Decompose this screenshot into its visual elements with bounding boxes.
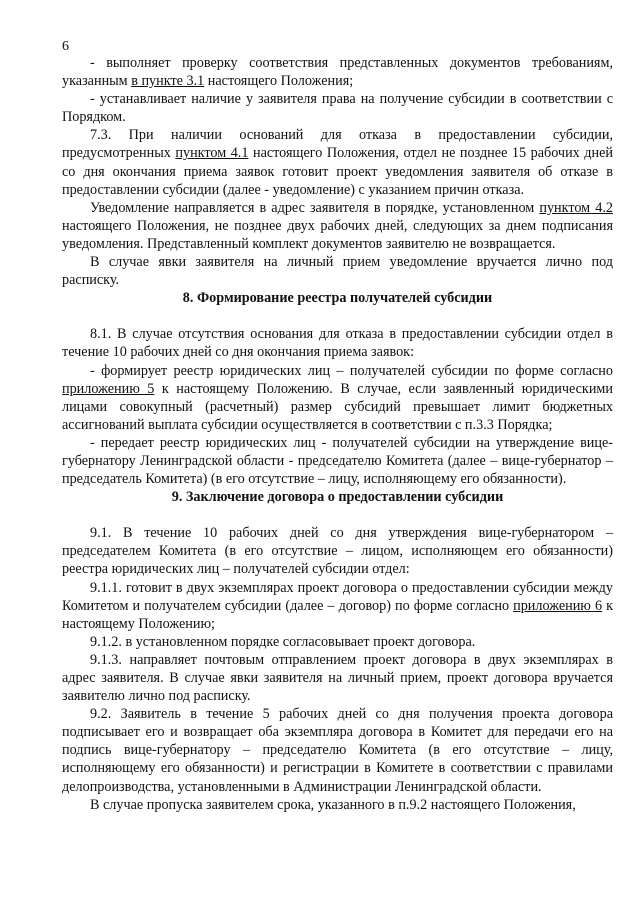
paragraph-text: В случае явки заявителя на личный прием уведомление вручается лично под расписку. [62,254,613,289]
document-body [62,54,613,814]
paragraph [62,579,613,633]
paragraph [62,90,613,126]
paragraph-text: настоящего Положения, не позднее двух рабочих дней, следующих за днем подписания уведомления. Представленный комплект документов заявителю не возвращается. [62,217,613,252]
paragraph-text: 9.2. Заявитель в течение 5 рабочих дней со дня получения проекта договора подписывает его и возвращает оба экземпляра договора в Комитет для передачи его на подпись вице-губернатору – председателю Комитета (в его отсутствие – лицу, исполняющему его обязанности) и регистрации в Комитете в соответствии с правилами делопроизводства, установленными в Администрации Ленинградской области. [62,706,613,795]
section-heading: 9. Заключение договора о предоставлении субсидии [171,489,504,506]
paragraph-text: 8.1. В случае отсутствия основания для отказа в предоставлении субсидии отдел в течение 10 рабочих дней со дня окончания приема заявок: [62,326,613,361]
paragraph-text: 7.3. При наличии оснований для отказа в предоставлении субсидии, предусмотренных [62,127,613,162]
paragraph [62,524,613,578]
section-heading: 8. Формирование реестра получателей субсидии [182,290,493,307]
paragraph-text: 9.1.2. в установленном порядке согласовывает проект договора. [90,633,476,650]
reference-link[interactable]: приложению 5 [62,380,155,397]
paragraph [62,633,613,651]
paragraph-text: к настоящему Положению; [62,597,613,632]
paragraph [62,199,613,253]
paragraph-text: Уведомление направляется в адрес заявителя в порядке, установленном [90,199,540,216]
paragraph-text: - устанавливает наличие у заявителя права на получение субсидии в соответствии с Порядком. [62,91,613,126]
paragraph-text: к настоящему Положению. В случае, если заявленный юридическими лицами совокупный (расчетный) размер субсидий превышает лимит бюджетных ассигнований выплата субсидии осуществляется в соответствии с п.3.3 Порядка; [62,380,613,433]
paragraph [62,362,613,434]
paragraph-text: настоящего Положения, отдел не позднее 15 рабочих дней со дня окончания приема заявок готовит проект уведомления заявителя об отказе в предоставлении субсидии (далее - уведомление) с указанием причин отказа. [62,145,613,198]
paragraph [62,651,613,705]
paragraph [62,705,613,795]
section-spacer [62,307,613,325]
paragraph [62,434,613,488]
paragraph-text: 9.1. В течение 10 рабочих дней со дня утверждения вице-губернатором – председателем Комитета (в его отсутствие – лицом, исполняющем его обязанности) реестра юридических лиц – получателей субсидии отдел: [62,525,613,578]
reference-link[interactable]: пунктом 4.2 [539,199,613,216]
reference-link[interactable]: в пункте 3.1 [131,73,205,90]
page-number: 6 [62,39,69,54]
paragraph-text: 9.1.1. готовит в двух экземплярах проект договора о предоставлении субсидии между Комитетом и получателем субсидии (далее – договор) по форме согласно [62,579,613,614]
paragraph-text: - передает реестр юридических лиц - получателей субсидии на утверждение вице-губернатору Ленинградской области - председателю Комитета (далее – вице-губернатор – председатель Комитета) (в его отсутствие – лицу, исполняющему его обязанности). [62,434,613,488]
paragraph-text: - формирует реестр юридических лиц – получателей субсидии по форме согласно [90,362,613,379]
paragraph-text: настоящего Положения; [204,73,354,90]
paragraph [62,126,613,198]
reference-link[interactable]: приложению 6 [513,597,603,614]
paragraph [62,796,613,814]
paragraph [62,54,613,90]
paragraph [62,253,613,289]
paragraph-text: В случае пропуска заявителем срока, указанного в п.9.2 настоящего Положения, [90,796,576,813]
paragraph [62,325,613,361]
section-spacer [62,506,613,524]
reference-link[interactable]: пунктом 4.1 [175,145,249,162]
paragraph-text: - выполняет проверку соответствия представленных документов требованиям, указанным [62,55,613,90]
paragraph-text: 9.1.3. направляет почтовым отправлением проект договора в двух экземплярах в адрес заявителя. В случае явки заявителя на личный прием, проект договора вручается заявителю лично под расписку. [62,651,613,705]
